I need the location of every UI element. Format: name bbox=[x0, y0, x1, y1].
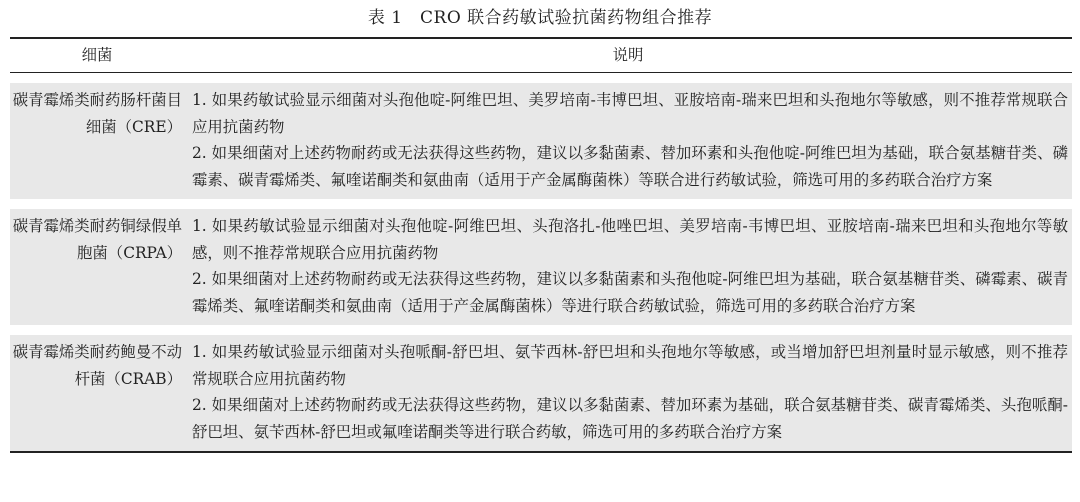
list-item: 2. 如果细菌对上述药物耐药或无法获得这些药物，建议以多黏菌素、替加环素和头孢他啶-阿维巴坦为基础，联合氨基糖苷类、磷霉素、碳青霉烯类、氟喹诺酮类和氨曲南（适用于产金属酶菌株）等联合进行药敏试验，筛选可用的多药联合治疗方案 bbox=[192, 144, 1068, 189]
description-cell bbox=[184, 83, 1072, 199]
list-item: 2. 如果细菌对上述药物耐药或无法获得这些药物，建议以多黏菌素和头孢他啶-阿维巴坦为基础，联合氨基糖苷类、磷霉素、碳青霉烯类、氟喹诺酮类和氨曲南（适用于产金属酶菌株）等进行联合药敏试验，筛选可用的多药联合治疗方案 bbox=[192, 270, 1068, 315]
bacteria-cell: 碳青霉烯类耐药鲍曼不动杆菌（CRAB） bbox=[10, 335, 184, 452]
list-item: 1. 如果药敏试验显示细菌对头孢他啶-阿维巴坦、头孢洛扎-他唑巴坦、美罗培南-韦博巴坦、亚胺培南-瑞来巴坦和头孢地尔等敏感，则不推荐常规联合应用抗菌药物 bbox=[192, 217, 1068, 262]
list-item: 1. 如果药敏试验显示细菌对头孢他啶-阿维巴坦、美罗培南-韦博巴坦、亚胺培南-瑞来巴坦和头孢地尔等敏感，则不推荐常规联合应用抗菌药物 bbox=[192, 91, 1068, 136]
header-description: 说明 bbox=[612, 46, 644, 65]
recommendation-table bbox=[10, 37, 1072, 453]
bacteria-cell: 碳青霉烯类耐药肠杆菌目细菌（CRE） bbox=[10, 83, 184, 199]
table-caption: 表 1 CRO 联合药敏试验抗菌药物组合推荐 bbox=[367, 8, 713, 28]
bacteria-cell: 碳青霉烯类耐药铜绿假单胞菌（CRPA） bbox=[10, 209, 184, 325]
description-cell bbox=[184, 335, 1072, 452]
table-row bbox=[10, 83, 1072, 199]
header-row bbox=[10, 38, 1072, 73]
header-bacteria: 细菌 bbox=[81, 46, 113, 65]
list-item: 2. 如果细菌对上述药物耐药或无法获得这些药物，建议以多黏菌素、替加环素为基础，联合氨基糖苷类、碳青霉烯类、头孢哌酮-舒巴坦、氨苄西林-舒巴坦或氟喹诺酮类等进行联合药敏，筛选可用的多药联合治疗方案 bbox=[192, 396, 1068, 441]
table-row bbox=[10, 209, 1072, 325]
table-row bbox=[10, 335, 1072, 452]
list-item: 1. 如果药敏试验显示细菌对头孢哌酮-舒巴坦、氨苄西林-舒巴坦和头孢地尔等敏感，或当增加舒巴坦剂量时显示敏感，则不推荐常规联合应用抗菌药物 bbox=[192, 343, 1068, 388]
description-cell bbox=[184, 209, 1072, 325]
